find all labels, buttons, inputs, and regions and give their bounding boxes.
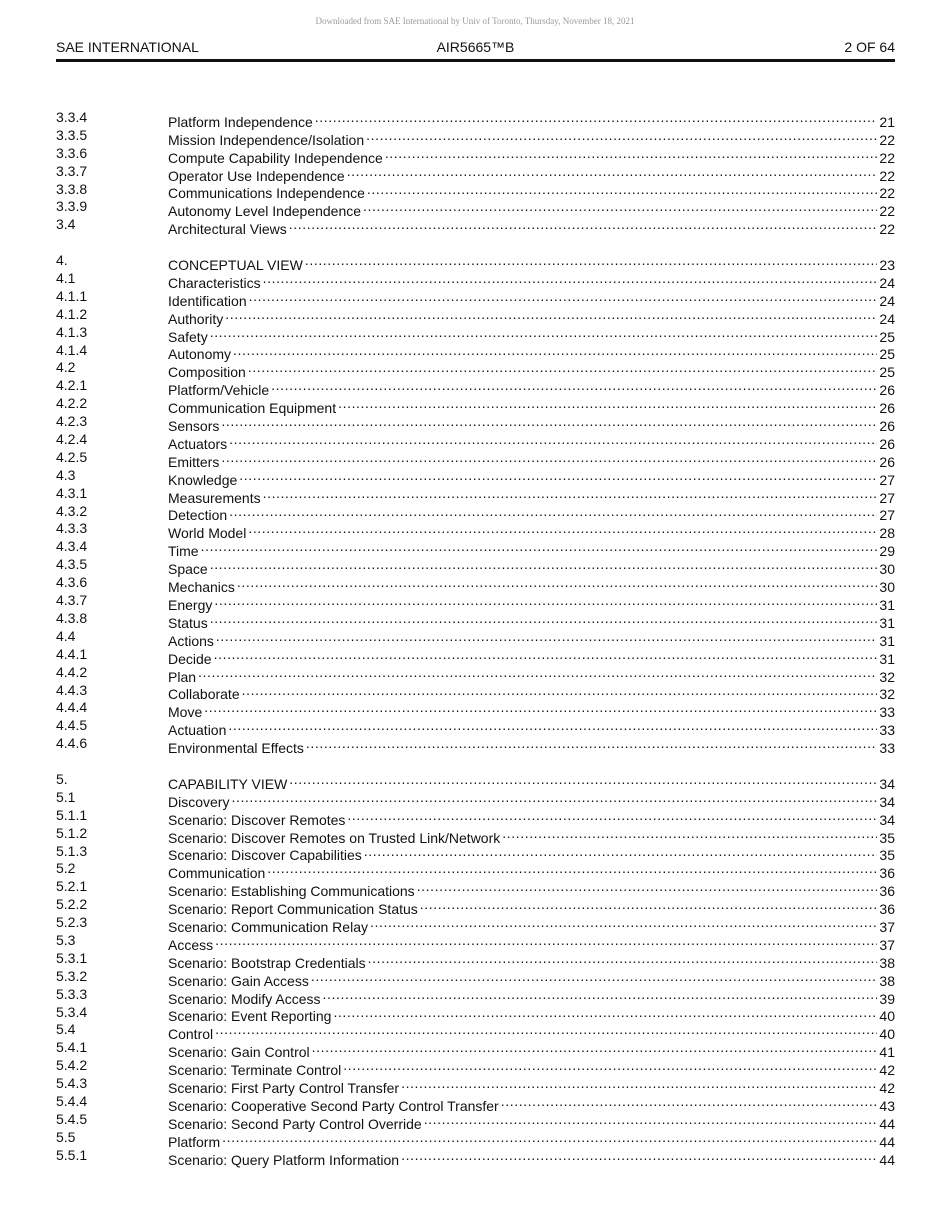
toc-section-number: 4.4.4 (56, 699, 88, 716)
toc-page-number: 32 (879, 668, 895, 685)
toc-section-number: 4.1 (56, 270, 76, 287)
toc-entry[interactable] (56, 717, 895, 739)
toc-page-number: 31 (879, 650, 895, 667)
toc-section-number: 4.3.5 (56, 556, 88, 573)
toc-dot-leader (271, 377, 877, 395)
toc-dot-leader (420, 896, 878, 914)
toc-dot-leader (215, 932, 877, 950)
toc-entry[interactable] (56, 1057, 895, 1079)
toc-dot-leader (289, 216, 878, 234)
toc-section-number: 5.4.1 (56, 1039, 88, 1056)
toc-dot-leader (239, 467, 877, 485)
toc-section-title: Communication (168, 865, 266, 882)
toc-dot-leader (210, 324, 878, 342)
toc-dot-leader (242, 682, 878, 700)
toc-entry[interactable] (56, 842, 895, 864)
toc-dot-leader (229, 503, 877, 521)
toc-section-number: 3.3.8 (56, 180, 88, 197)
toc-dot-leader (221, 449, 877, 467)
toc-section-number: 5.4.4 (56, 1092, 88, 1109)
toc-section-title: Communication Equipment (168, 400, 337, 417)
toc-section-title: CAPABILITY VIEW (168, 775, 288, 792)
toc-dot-leader (229, 431, 877, 449)
toc-section-number: 4.2 (56, 359, 76, 376)
toc-section-title: Scenario: Discover Capabilities (168, 847, 362, 864)
toc-entry[interactable] (56, 592, 895, 613)
toc-entry[interactable] (56, 359, 895, 381)
toc-section-title: Identification (168, 292, 247, 309)
toc-section-title: Scenario: Event Reporting (168, 1008, 332, 1025)
toc-section-number: 4.2.1 (56, 377, 88, 394)
toc-entry[interactable] (56, 502, 895, 524)
toc-entry[interactable] (56, 341, 895, 363)
toc-page-number: 37 (879, 936, 895, 953)
toc-page-number: 27 (879, 489, 895, 506)
toc-entry[interactable] (56, 431, 895, 452)
toc-dot-leader (311, 968, 878, 986)
toc-entry[interactable] (56, 144, 895, 166)
toc-dot-leader (248, 520, 877, 538)
toc-section-title: Scenario: Bootstrap Credentials (168, 954, 366, 971)
toc-section-title: Time (168, 543, 199, 560)
toc-page-number: 41 (879, 1044, 895, 1061)
toc-entry[interactable] (56, 162, 895, 184)
toc-page-number: 42 (879, 1079, 895, 1096)
toc-page-number: 33 (879, 704, 895, 721)
toc-entry[interactable] (56, 1146, 895, 1168)
toc-dot-leader (210, 610, 878, 628)
toc-dot-leader (363, 198, 877, 216)
toc-section-number: 5.3.3 (56, 985, 88, 1002)
toc-section-number: 4.3 (56, 466, 76, 483)
toc-entry[interactable] (56, 270, 895, 291)
toc-section-number: 4.2.5 (56, 448, 88, 465)
toc-section-title: Safety (168, 328, 208, 345)
toc-entry[interactable] (56, 413, 895, 435)
toc-entry[interactable] (56, 770, 895, 792)
toc-page-number: 24 (879, 292, 895, 309)
toc-dot-leader (225, 306, 877, 324)
toc-section-number: 5.1.2 (56, 824, 88, 841)
toc-section-title: Platform Independence (168, 113, 313, 130)
toc-dot-leader (249, 288, 878, 306)
toc-section-title: Authority (168, 310, 224, 327)
toc-dot-leader (305, 252, 878, 270)
toc-page-number: 30 (879, 561, 895, 578)
toc-dot-leader (312, 1039, 878, 1057)
toc-page-number: 32 (879, 686, 895, 703)
toc-entry[interactable] (56, 645, 895, 667)
toc-section-number: 5.4.3 (56, 1075, 88, 1092)
toc-section-number: 5. (56, 770, 68, 787)
toc-dot-leader (204, 699, 877, 717)
toc-section-title: Scenario: Report Communication Status (168, 901, 418, 918)
toc-section-title: Environmental Effects (168, 740, 304, 757)
toc-section-number: 4.3.8 (56, 609, 88, 626)
toc-section-title: Detection (168, 507, 228, 524)
toc-section-number: 4.1.3 (56, 323, 88, 340)
toc-dot-leader (333, 1004, 877, 1022)
toc-dot-leader (216, 628, 878, 646)
toc-entry[interactable] (56, 126, 895, 148)
toc-page-number: 22 (879, 185, 895, 202)
toc-section-number: 5.4 (56, 1021, 76, 1038)
toc-entry[interactable] (56, 914, 895, 935)
toc-page-number: 31 (879, 614, 895, 631)
toc-section-number: 4.2.3 (56, 413, 88, 430)
toc-page-number: 37 (879, 918, 895, 935)
toc-section-number: 4.3.3 (56, 520, 88, 537)
toc-page-number: 34 (879, 793, 895, 810)
toc-dot-leader (347, 163, 878, 181)
toc-page-number: 35 (879, 847, 895, 864)
toc-dot-leader (368, 950, 878, 968)
toc-dot-leader (401, 1075, 877, 1093)
toc-dot-leader (289, 771, 877, 789)
toc-entry[interactable] (56, 663, 895, 685)
toc-dot-leader (366, 127, 877, 145)
toc-section-title: CONCEPTUAL VIEW (168, 257, 303, 274)
toc-entry[interactable] (56, 878, 895, 900)
toc-section-title: Move (168, 704, 203, 721)
table-of-contents (56, 109, 895, 1168)
toc-section-number: 4.2.4 (56, 431, 88, 448)
toc-page-number: 25 (879, 346, 895, 363)
toc-dot-leader (237, 574, 878, 592)
toc-dot-leader (198, 664, 877, 682)
toc-section-title: Scenario: Terminate Control (168, 1062, 342, 1079)
toc-section-number: 4.4.6 (56, 735, 88, 752)
toc-dot-leader (248, 359, 878, 377)
toc-entry[interactable] (56, 985, 895, 1007)
toc-dot-leader (215, 1021, 877, 1039)
toc-section-number: 3.4 (56, 216, 76, 233)
toc-page-number: 34 (879, 775, 895, 792)
toc-section-title: World Model (168, 525, 247, 542)
toc-page-number: 31 (879, 596, 895, 613)
toc-section-number: 4.2.2 (56, 395, 88, 412)
toc-section-title: Composition (168, 364, 246, 381)
toc-entry[interactable] (56, 824, 895, 846)
toc-section-title: Autonomy (168, 346, 232, 363)
toc-page-number: 30 (879, 579, 895, 596)
toc-section-number: 4.1.4 (56, 341, 88, 358)
toc-page-number: 36 (879, 901, 895, 918)
toc-section-number: 3.3.6 (56, 144, 88, 161)
toc-page-number: 26 (879, 418, 895, 435)
toc-entry[interactable] (56, 180, 895, 202)
toc-section-number: 4.3.7 (56, 592, 88, 609)
toc-dot-leader (323, 986, 878, 1004)
toc-page-number: 27 (879, 471, 895, 488)
toc-section-number: 4.4.1 (56, 645, 88, 662)
toc-section-number: 5.3.1 (56, 949, 88, 966)
toc-entry[interactable] (56, 609, 895, 631)
toc-page-number: 22 (879, 131, 895, 148)
toc-dot-leader (315, 109, 878, 127)
toc-page-number: 28 (879, 525, 895, 542)
toc-page-number: 33 (879, 722, 895, 739)
toc-section-number: 4.4.2 (56, 663, 88, 680)
toc-entry[interactable] (56, 109, 895, 130)
toc-section-title: Scenario: Gain Access (168, 972, 309, 989)
toc-entry[interactable] (56, 574, 895, 596)
toc-section-number: 4.1.1 (56, 287, 88, 304)
toc-entry-line (168, 216, 895, 239)
toc-dot-leader (222, 1129, 877, 1147)
toc-page-number: 39 (879, 990, 895, 1007)
toc-section-number: 5.5 (56, 1128, 76, 1145)
toc-page-number: 44 (879, 1151, 895, 1168)
toc-entry[interactable] (56, 305, 895, 327)
toc-dot-leader (370, 914, 877, 932)
toc-section-number: 4.4.5 (56, 717, 88, 734)
toc-entry[interactable] (56, 216, 895, 238)
toc-entry[interactable] (56, 377, 895, 399)
toc-page-number: 26 (879, 382, 895, 399)
toc-section-number: 5.3.2 (56, 967, 88, 984)
toc-section-title: Communications Independence (168, 185, 365, 202)
toc-dot-leader (424, 1111, 878, 1129)
toc-entry[interactable] (56, 699, 895, 721)
toc-section-title: Architectural Views (168, 221, 287, 238)
toc-dot-leader (347, 807, 877, 825)
toc-entry-line (168, 735, 895, 758)
toc-dot-leader (210, 556, 878, 574)
toc-entry[interactable] (56, 1039, 895, 1061)
toc-entry[interactable] (56, 1021, 895, 1043)
toc-entry[interactable] (56, 520, 895, 542)
toc-section-title: Access (168, 936, 214, 953)
toc-entry[interactable] (56, 556, 895, 578)
toc-entry[interactable] (56, 484, 895, 506)
toc-dot-leader (364, 843, 878, 861)
toc-entry[interactable] (56, 538, 895, 560)
toc-section-number: 4.1.2 (56, 305, 88, 322)
toc-section-title: Knowledge (168, 471, 238, 488)
toc-section-title: Actuators (168, 435, 228, 452)
toc-section-title: Space (168, 561, 208, 578)
toc-entry[interactable] (56, 788, 895, 810)
toc-entry[interactable] (56, 395, 895, 417)
toc-section-title: Autonomy Level Independence (168, 203, 362, 220)
toc-section-title: Scenario: First Party Control Transfer (168, 1079, 400, 1096)
toc-section-number: 5.2.3 (56, 914, 88, 931)
toc-section-number: 3.3.7 (56, 162, 88, 179)
toc-entry[interactable] (56, 1003, 895, 1025)
toc-dot-leader (214, 646, 878, 664)
document-id: AIR5665™B (436, 39, 515, 55)
toc-dot-leader (338, 395, 877, 413)
toc-entry[interactable] (56, 466, 895, 488)
toc-section-title: Scenario: Modify Access (168, 990, 321, 1007)
toc-dot-leader (201, 538, 878, 556)
toc-entry[interactable] (56, 448, 895, 470)
toc-section-number: 5.2 (56, 860, 76, 877)
toc-section-title: Scenario: Discover Remotes on Trusted Link/Network (168, 829, 501, 846)
toc-dot-leader (231, 789, 877, 807)
toc-section-title: Status (168, 614, 208, 631)
toc-section-number: 4.3.4 (56, 538, 88, 555)
toc-entry[interactable] (56, 1092, 895, 1114)
toc-dot-leader (228, 717, 877, 735)
toc-section-title: Characteristics (168, 274, 261, 291)
toc-dot-leader (214, 592, 877, 610)
toc-entry[interactable] (56, 967, 895, 989)
toc-page-number: 36 (879, 883, 895, 900)
toc-entry[interactable] (56, 252, 895, 274)
toc-section-title: Scenario: Communication Relay (168, 918, 368, 935)
toc-section-title: Decide (168, 650, 212, 667)
toc-entry[interactable] (56, 806, 895, 828)
toc-section-title: Scenario: Establishing Communications (168, 883, 415, 900)
toc-section-number: 4.4.3 (56, 681, 88, 698)
toc-entry[interactable] (56, 627, 895, 649)
toc-page-number: 22 (879, 221, 895, 238)
toc-section-number: 4.3.6 (56, 574, 88, 591)
toc-section-number: 3.3.5 (56, 126, 88, 143)
toc-section-title: Compute Capability Independence (168, 149, 383, 166)
toc-section-number: 5.2.2 (56, 896, 88, 913)
toc-section-title: Platform (168, 1133, 221, 1150)
toc-section-title: Scenario: Gain Control (168, 1044, 310, 1061)
toc-dot-leader (401, 1147, 877, 1165)
toc-section-title: Mission Independence/Isolation (168, 131, 365, 148)
toc-dot-leader (263, 270, 878, 288)
page-number: 2 OF 64 (844, 39, 895, 55)
toc-section-number: 5.1.3 (56, 842, 88, 859)
toc-section-number: 5.5.1 (56, 1146, 88, 1163)
toc-page-number: 21 (879, 113, 895, 130)
toc-page-number: 24 (879, 310, 895, 327)
toc-page-number: 40 (879, 1026, 895, 1043)
toc-section-title: Energy (168, 596, 213, 613)
toc-page-number: 29 (879, 543, 895, 560)
publisher-name: SAE INTERNATIONAL (56, 39, 199, 55)
toc-page-number: 27 (879, 507, 895, 524)
toc-dot-leader (221, 413, 877, 431)
toc-section-number: 5.1 (56, 788, 76, 805)
toc-section-title: Scenario: Second Party Control Override (168, 1115, 422, 1132)
toc-page-number: 31 (879, 632, 895, 649)
toc-dot-leader (306, 735, 878, 753)
toc-section-title: Mechanics (168, 579, 235, 596)
toc-section-title: Scenario: Query Platform Information (168, 1151, 400, 1168)
toc-section-title: Scenario: Discover Remotes (168, 811, 346, 828)
toc-section-number: 4.4 (56, 627, 76, 644)
toc-section-number: 5.4.2 (56, 1057, 88, 1074)
toc-page-number: 22 (879, 167, 895, 184)
toc-dot-leader (343, 1057, 877, 1075)
toc-section-number: 5.2.1 (56, 878, 88, 895)
toc-dot-leader (501, 1093, 878, 1111)
toc-page-number: 26 (879, 453, 895, 470)
toc-section-number: 5.3 (56, 931, 76, 948)
toc-section-title: Plan (168, 668, 197, 685)
toc-page-number: 24 (879, 274, 895, 291)
toc-section-title: Actions (168, 632, 214, 649)
toc-page-number: 38 (879, 972, 895, 989)
toc-page-number: 25 (879, 364, 895, 381)
toc-page-number: 40 (879, 1008, 895, 1025)
toc-entry[interactable] (56, 949, 895, 971)
toc-entry[interactable] (56, 287, 895, 309)
toc-page-number: 34 (879, 811, 895, 828)
toc-section-number: 4.3.1 (56, 484, 88, 501)
toc-entry-line (168, 1147, 895, 1170)
toc-section-number: 5.3.4 (56, 1003, 88, 1020)
toc-entry[interactable] (56, 896, 895, 918)
toc-page-number: 22 (879, 203, 895, 220)
toc-section-title: Sensors (168, 418, 220, 435)
toc-dot-leader (267, 860, 877, 878)
toc-entry[interactable] (56, 1110, 895, 1132)
toc-section-title: Measurements (168, 489, 261, 506)
toc-page-number: 38 (879, 954, 895, 971)
toc-page-number: 35 (879, 829, 895, 846)
toc-entry[interactable] (56, 931, 895, 953)
toc-page-number: 42 (879, 1062, 895, 1079)
toc-page-number: 25 (879, 328, 895, 345)
toc-dot-leader (417, 878, 878, 896)
toc-entry[interactable] (56, 860, 895, 882)
toc-section-title: Collaborate (168, 686, 240, 703)
toc-section-number: 3.3.4 (56, 109, 88, 125)
toc-page-number: 22 (879, 149, 895, 166)
toc-page-number: 26 (879, 435, 895, 452)
toc-dot-leader (233, 342, 877, 360)
toc-section-title: Discovery (168, 793, 230, 810)
toc-section-title: Control (168, 1026, 214, 1043)
toc-section-number: 4. (56, 252, 68, 269)
page-header (56, 39, 895, 62)
toc-dot-leader (502, 825, 877, 843)
toc-section-number: 5.1.1 (56, 806, 88, 823)
toc-dot-leader (263, 485, 878, 503)
toc-page-number: 26 (879, 400, 895, 417)
toc-entry[interactable] (56, 198, 895, 220)
toc-page-number: 44 (879, 1115, 895, 1132)
toc-entry[interactable] (56, 1128, 895, 1150)
toc-page-number: 23 (879, 257, 895, 274)
toc-section-title: Emitters (168, 453, 220, 470)
toc-page-number: 44 (879, 1133, 895, 1150)
toc-page-number: 43 (879, 1097, 895, 1114)
toc-dot-leader (367, 181, 878, 199)
toc-entry[interactable] (56, 735, 895, 757)
toc-section-title: Actuation (168, 722, 227, 739)
download-note: Downloaded from SAE International by Univ of Toronto, Thursday, November 18, 2021 (315, 16, 635, 26)
toc-section-title: Platform/Vehicle (168, 382, 270, 399)
toc-section-title: Operator Use Independence (168, 167, 345, 184)
toc-page-number: 36 (879, 865, 895, 882)
toc-section-number: 4.3.2 (56, 502, 88, 519)
toc-entry[interactable] (56, 1075, 895, 1096)
toc-entry[interactable] (56, 681, 895, 703)
toc-section-number: 5.4.5 (56, 1110, 88, 1127)
toc-dot-leader (385, 145, 878, 163)
toc-section-title: Scenario: Cooperative Second Party Control Transfer (168, 1097, 499, 1114)
toc-page-number: 33 (879, 740, 895, 757)
toc-section-number: 3.3.9 (56, 198, 88, 215)
toc-entry[interactable] (56, 323, 895, 345)
